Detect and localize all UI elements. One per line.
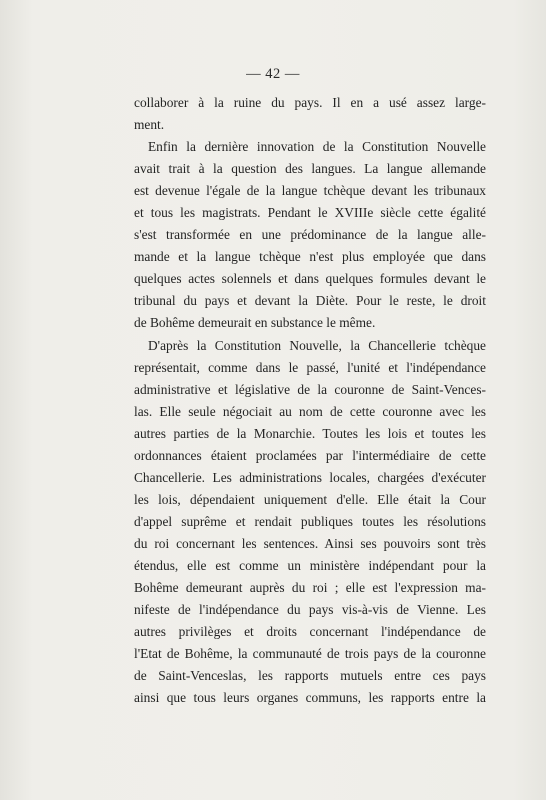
text-line: ainsi que tous leurs organes communs, les rapports entre la xyxy=(134,690,486,706)
text-line: autres privilèges et droits concernant l'indépendance de xyxy=(134,624,486,640)
text-line: avait trait à la question des langues. La langue allemande xyxy=(134,161,486,177)
text-line: Chancellerie. Les administrations locales, chargées d'exécuter xyxy=(134,469,486,485)
text-line: du roi concernant les sentences. Ainsi ses pouvoirs sont très xyxy=(134,535,486,551)
text-line: d'appel suprême et rendait publiques toutes les résolutions xyxy=(134,513,486,529)
text-line: ment. xyxy=(134,117,165,133)
text-line: étendus, elle est comme un ministère indépendant pour la xyxy=(134,557,486,573)
text-line: Enfin la dernière innovation de la Constitution Nouvelle xyxy=(148,139,486,155)
text-line: s'est transformée en une prédominance de la langue alle- xyxy=(134,227,486,243)
page-number: — 42 — xyxy=(246,66,300,82)
text-line: représentait, comme dans le passé, l'unité et l'indépendance xyxy=(134,359,486,375)
text-line: ordonnances étaient proclamées par l'intermédiaire de cette xyxy=(134,447,486,463)
text-line: collaborer à la ruine du pays. Il en a usé assez large- xyxy=(134,95,486,110)
text-line: las. Elle seule négociait au nom de cette couronne avec les xyxy=(134,403,486,419)
text-line: nifeste de l'indépendance du pays vis-à-vis de Vienne. Les xyxy=(134,602,486,618)
text-line: de Saint-Venceslas, les rapports mutuels entre ces pays xyxy=(134,668,486,684)
text-line: mande et la langue tchèque n'est plus employée que dans xyxy=(134,249,486,265)
text-line: administrative et législative de la couronne de Saint-Vences- xyxy=(134,381,486,397)
text-line: les lois, dépendaient uniquement d'elle. Elle était la Cour xyxy=(134,491,486,507)
text-line: est devenue l'égale de la langue tchèque devant les tribunaux xyxy=(134,183,486,199)
text-line: l'Etat de Bohême, la communauté de trois pays de la couronne xyxy=(134,646,486,662)
body-text xyxy=(134,92,486,709)
text-line: quelques actes solennels et dans quelques formules devant le xyxy=(134,271,486,287)
text-line: tribunal du pays et devant la Diète. Pour le reste, le droit xyxy=(134,293,486,309)
text-line: autres parties de la Monarchie. Toutes les lois et toutes les xyxy=(134,425,486,441)
text-line: et tous les magistrats. Pendant le XVIIIe siècle cette égalité xyxy=(134,205,486,221)
text-line: D'après la Constitution Nouvelle, la Chancellerie tchèque xyxy=(148,337,486,353)
text-line: Bohême demeurant auprès du roi ; elle est l'expression ma- xyxy=(134,580,486,596)
text-line: de Bohême demeurait en substance le même. xyxy=(134,315,376,331)
